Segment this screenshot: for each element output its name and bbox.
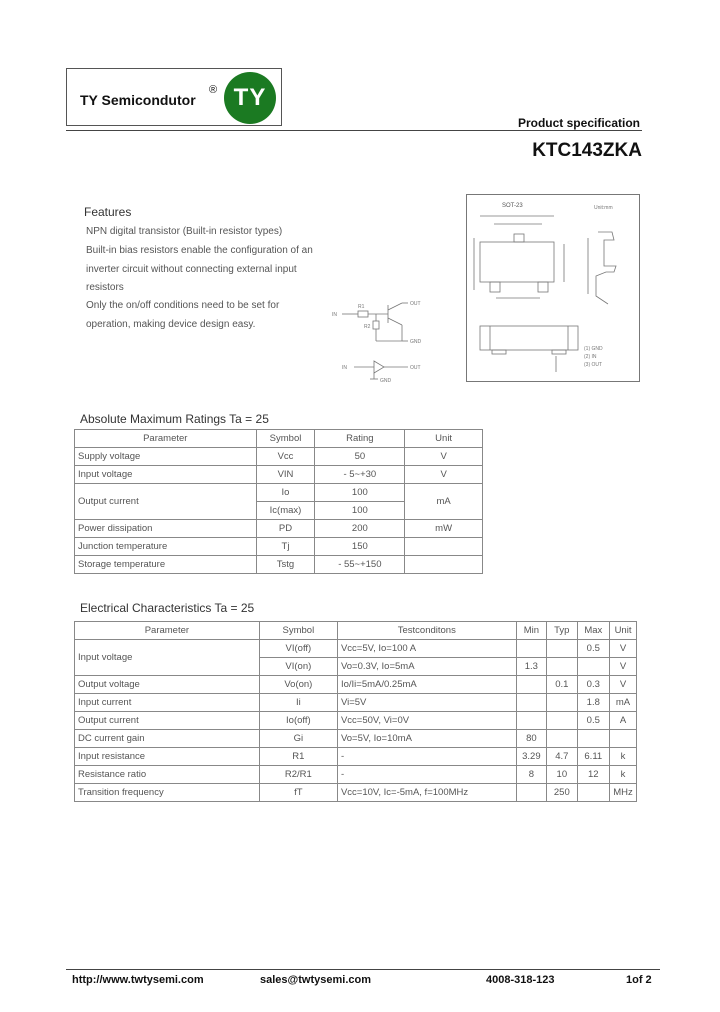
package-unit: Unit:mm: [594, 205, 613, 211]
circuit-r1-label: R1: [358, 304, 365, 310]
unit-cell: [405, 538, 483, 556]
header-cell: Testconditons: [337, 622, 516, 640]
unit-cell: A: [610, 712, 637, 730]
unit-cell: k: [610, 748, 637, 766]
typ-cell: 10: [547, 766, 577, 784]
max-cell: 12: [577, 766, 609, 784]
rating-cell: 200: [315, 520, 405, 538]
footer-url[interactable]: http://www.twtysemi.com: [72, 974, 204, 986]
typ-cell: 250: [547, 784, 577, 802]
header-cell: Parameter: [75, 430, 257, 448]
symbol-cell: VI(off): [259, 640, 337, 658]
registered-mark: ®: [209, 84, 218, 96]
circuit-gnd-label: GND: [410, 339, 422, 345]
min-cell: [516, 784, 546, 802]
typ-cell: [547, 694, 577, 712]
max-cell: 6.11: [577, 748, 609, 766]
cond-cell: Vo=0.3V, Io=5mA: [337, 658, 516, 676]
param-cell: Input resistance: [75, 748, 260, 766]
max-cell: 0.5: [577, 640, 609, 658]
cond-cell: Vcc=50V, Vi=0V: [337, 712, 516, 730]
typ-cell: [547, 658, 577, 676]
min-cell: [516, 694, 546, 712]
table-row: [75, 694, 637, 712]
table-row: [75, 766, 637, 784]
typ-cell: [547, 640, 577, 658]
unit-cell: V: [610, 676, 637, 694]
symbol-cell: Io(off): [259, 712, 337, 730]
symbol-cell: R2/R1: [259, 766, 337, 784]
ty-logo-text: TY: [233, 84, 267, 111]
unit-cell: mA: [405, 484, 483, 520]
table-header-row: [75, 622, 637, 640]
header-divider: [66, 130, 642, 131]
table-row: [75, 748, 637, 766]
table-row: [75, 538, 483, 556]
table-row: [75, 784, 637, 802]
unit-cell: [610, 730, 637, 748]
cond-cell: Vi=5V: [337, 694, 516, 712]
rating-cell: - 55~+150: [315, 556, 405, 574]
circuit-diagram: [330, 295, 440, 390]
header-cell: Typ: [547, 622, 577, 640]
max-cell: 0.3: [577, 676, 609, 694]
unit-cell: V: [610, 640, 637, 658]
abs-max-title: Absolute Maximum Ratings Ta = 25: [80, 412, 269, 426]
param-cell: Junction temperature: [75, 538, 257, 556]
header-cell: Symbol: [259, 622, 337, 640]
table-row: [75, 466, 483, 484]
symbol-cell: VI(on): [259, 658, 337, 676]
param-cell: Storage temperature: [75, 556, 257, 574]
package-name: SOT-23: [502, 203, 523, 209]
symbol-cell: Tj: [256, 538, 315, 556]
pin-label: (2) IN: [584, 354, 597, 360]
symbol-cell: fT: [259, 784, 337, 802]
symbol-cell: Vo(on): [259, 676, 337, 694]
param-cell: Output current: [75, 484, 257, 520]
symbol-cell: Vcc: [256, 448, 315, 466]
feature-line: resistors: [86, 282, 124, 293]
circuit-r2-label: R2: [364, 324, 371, 330]
param-cell: Output voltage: [75, 676, 260, 694]
unit-cell: k: [610, 766, 637, 784]
cond-cell: Vcc=10V, Ic=-5mA, f=100MHz: [337, 784, 516, 802]
max-cell: [577, 784, 609, 802]
cond-cell: Vo=5V, Io=10mA: [337, 730, 516, 748]
symbol-cell: Gi: [259, 730, 337, 748]
min-cell: 1.3: [516, 658, 546, 676]
cond-cell: Vcc=5V, Io=100 A: [337, 640, 516, 658]
table-row: [75, 730, 637, 748]
header-cell: Max: [577, 622, 609, 640]
param-cell: Supply voltage: [75, 448, 257, 466]
pin-label: (3) OUT: [584, 362, 603, 368]
table-row: [75, 712, 637, 730]
rating-cell: 50: [315, 448, 405, 466]
feature-line: operation, making device design easy.: [86, 319, 256, 330]
typ-cell: [547, 712, 577, 730]
cond-cell: -: [337, 748, 516, 766]
unit-cell: [405, 556, 483, 574]
max-cell: [577, 658, 609, 676]
header-cell: Min: [516, 622, 546, 640]
page-number: 1of 2: [626, 974, 652, 986]
brand-name: TY Semicondutor: [80, 92, 196, 108]
symbol-cell: Tstg: [256, 556, 315, 574]
unit-cell: mA: [610, 694, 637, 712]
feature-line: Only the on/off conditions need to be set for: [86, 300, 280, 311]
product-spec-label: Product specification: [517, 116, 640, 130]
table-row: [75, 640, 637, 658]
param-cell: Output current: [75, 712, 260, 730]
header-cell: Unit: [610, 622, 637, 640]
unit-cell: mW: [405, 520, 483, 538]
footer-email[interactable]: sales@twtysemi.com: [260, 974, 371, 986]
elec-table: [74, 621, 637, 802]
unit-cell: MHz: [610, 784, 637, 802]
min-cell: [516, 676, 546, 694]
circuit-gnd-label-2: GND: [380, 378, 392, 384]
table-header-row: [75, 430, 483, 448]
param-cell: Resistance ratio: [75, 766, 260, 784]
rating-cell: 100: [315, 502, 405, 520]
symbol-cell: R1: [259, 748, 337, 766]
abs-max-table: [74, 429, 483, 574]
circuit-in-label-2: IN: [342, 365, 347, 371]
symbol-cell: Io: [256, 484, 315, 502]
header-cell: Unit: [405, 430, 483, 448]
param-cell: Transition frequency: [75, 784, 260, 802]
footer-phone: 4008-318-123: [486, 974, 555, 986]
min-cell: 8: [516, 766, 546, 784]
header-cell: Symbol: [256, 430, 315, 448]
symbol-cell: PD: [256, 520, 315, 538]
cond-cell: Io/Ii=5mA/0.25mA: [337, 676, 516, 694]
param-cell: DC current gain: [75, 730, 260, 748]
symbol-cell: VIN: [256, 466, 315, 484]
circuit-out-label-2: OUT: [410, 365, 421, 371]
circuit-in-label: IN: [332, 312, 337, 318]
rating-cell: 150: [315, 538, 405, 556]
header-cell: Rating: [315, 430, 405, 448]
cond-cell: -: [337, 766, 516, 784]
symbol-cell: Ii: [259, 694, 337, 712]
min-cell: 3.29: [516, 748, 546, 766]
typ-cell: [547, 730, 577, 748]
rating-cell: 100: [315, 484, 405, 502]
features-title: Features: [84, 205, 132, 219]
param-cell: Input current: [75, 694, 260, 712]
feature-line: Built-in bias resistors enable the configuration of an: [86, 245, 313, 256]
part-number: KTC143ZKA: [532, 140, 642, 161]
table-row: [75, 676, 637, 694]
max-cell: [577, 730, 609, 748]
elec-title: Electrical Characteristics Ta = 25: [80, 601, 255, 615]
rating-cell: - 5~+30: [315, 466, 405, 484]
param-cell: Input voltage: [75, 640, 260, 676]
unit-cell: V: [610, 658, 637, 676]
unit-cell: V: [405, 466, 483, 484]
table-row: [75, 484, 483, 502]
feature-line: NPN digital transistor (Built-in resistor types): [86, 226, 283, 237]
symbol-cell: Ic(max): [256, 502, 315, 520]
min-cell: [516, 712, 546, 730]
package-drawing: [466, 194, 640, 382]
table-row: [75, 520, 483, 538]
param-cell: Power dissipation: [75, 520, 257, 538]
max-cell: 1.8: [577, 694, 609, 712]
circuit-out-label: OUT: [410, 301, 421, 307]
unit-cell: V: [405, 448, 483, 466]
pin-label: (1) GND: [584, 346, 603, 352]
param-cell: Input voltage: [75, 466, 257, 484]
footer-divider: [66, 969, 660, 970]
table-row: [75, 556, 483, 574]
feature-line: inverter circuit without connecting external input: [86, 264, 297, 275]
typ-cell: 4.7: [547, 748, 577, 766]
header-cell: Parameter: [75, 622, 260, 640]
max-cell: 0.5: [577, 712, 609, 730]
typ-cell: 0.1: [547, 676, 577, 694]
min-cell: [516, 640, 546, 658]
table-row: [75, 448, 483, 466]
min-cell: 80: [516, 730, 546, 748]
